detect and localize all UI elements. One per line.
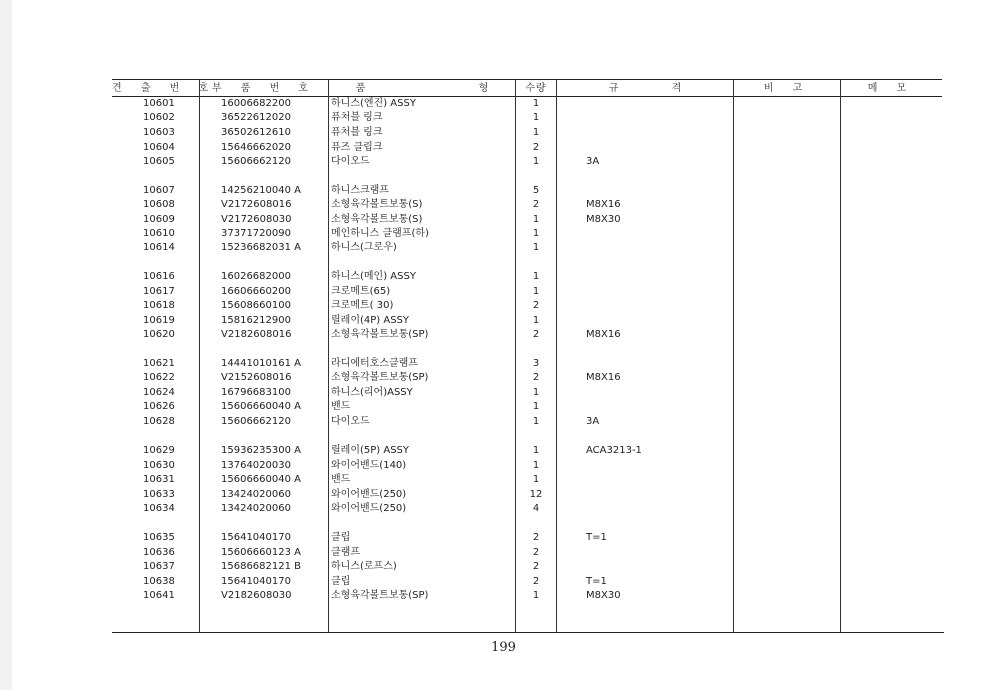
table-row [0, 227, 1007, 241]
item-number: 10610 [143, 228, 175, 239]
header-memo: 메 모 [867, 83, 915, 94]
table-row [0, 155, 1007, 169]
table-row [0, 531, 1007, 545]
part-name: 소형육각볼트보통(SP) [331, 590, 429, 601]
table-row [0, 473, 1007, 487]
part-name: 라디에터호스클램프 [331, 358, 418, 369]
header-part-name: 품 형 [355, 83, 489, 94]
header-part-no: 부 품 번 호 [211, 83, 317, 94]
quantity: 1 [532, 112, 540, 123]
table-row [0, 270, 1007, 284]
quantity: 2 [532, 532, 540, 543]
item-number: 10624 [143, 387, 175, 398]
quantity: 1 [532, 445, 540, 456]
item-number: 10637 [143, 561, 175, 572]
item-number: 10638 [143, 576, 175, 587]
part-name: 하니스(엔진) ASSY [331, 98, 416, 109]
part-number: 13424020060 [221, 503, 291, 514]
quantity: 2 [532, 300, 540, 311]
part-name: 소형육각볼트보통(S) [331, 214, 423, 225]
table-row [0, 111, 1007, 125]
page-number: 199 [491, 640, 516, 655]
item-number: 10635 [143, 532, 175, 543]
table-row [0, 357, 1007, 371]
part-number: 14256210040 A [221, 185, 302, 196]
item-number: 10628 [143, 416, 175, 427]
quantity: 2 [532, 547, 540, 558]
table-row [0, 444, 1007, 458]
quantity: 3 [532, 358, 540, 369]
part-number: 15606660040 A [221, 474, 302, 485]
part-number: 16006682200 [221, 98, 291, 109]
part-number: 15606660123 A [221, 547, 302, 558]
table-row [0, 371, 1007, 385]
header-remark: 비 고 [763, 83, 811, 94]
table-row [0, 546, 1007, 560]
item-number: 10616 [143, 271, 175, 282]
item-number: 10621 [143, 358, 175, 369]
item-number: 10636 [143, 547, 175, 558]
item-number: 10622 [143, 372, 175, 383]
table-row [0, 213, 1007, 227]
part-number: 15646662020 [221, 142, 291, 153]
part-name: 소형육각볼트보통(SP) [331, 372, 429, 383]
part-name: 클립 [331, 532, 351, 543]
item-number: 10618 [143, 300, 175, 311]
part-number: 36522612020 [221, 112, 291, 123]
part-number: 13424020060 [221, 489, 291, 500]
item-number: 10604 [143, 142, 175, 153]
part-name: 와이어밴드(250) [331, 489, 407, 500]
part-number: 15236682031 A [221, 242, 302, 253]
quantity: 2 [532, 372, 540, 383]
quantity: 12 [529, 489, 543, 500]
specification: T=1 [586, 576, 607, 587]
part-name: 크로메트( 30) [331, 300, 394, 311]
quantity: 1 [532, 156, 540, 167]
part-name: 크로메트(65) [331, 286, 391, 297]
quantity: 1 [532, 416, 540, 427]
part-number: 15641040170 [221, 532, 291, 543]
part-name: 소형육각볼트보통(SP) [331, 329, 429, 340]
specification: ACA3213-1 [586, 445, 642, 456]
table-row [0, 285, 1007, 299]
table-row [0, 415, 1007, 429]
part-number: 36502612610 [221, 127, 291, 138]
part-number: 16606660200 [221, 286, 291, 297]
part-name: 다이오드 [331, 416, 370, 427]
item-number: 10619 [143, 315, 175, 326]
part-number: V2152608016 [221, 372, 292, 383]
item-number: 10602 [143, 112, 175, 123]
part-number: 15608660100 [221, 300, 291, 311]
item-number: 10634 [143, 503, 175, 514]
item-number: 10607 [143, 185, 175, 196]
quantity: 1 [532, 460, 540, 471]
part-number: 15686682121 B [221, 561, 302, 572]
item-number: 10631 [143, 474, 175, 485]
table-row [0, 502, 1007, 516]
part-number: 15641040170 [221, 576, 291, 587]
quantity: 1 [532, 286, 540, 297]
part-name: 하니스(메인) ASSY [331, 271, 416, 282]
table-row [0, 126, 1007, 140]
item-number: 10620 [143, 329, 175, 340]
table-row [0, 328, 1007, 342]
quantity: 2 [532, 199, 540, 210]
part-number: 15606662120 [221, 156, 291, 167]
part-number: V2182608016 [221, 329, 292, 340]
part-number: V2172608016 [221, 199, 292, 210]
table-row [0, 400, 1007, 414]
part-number: 15606660040 A [221, 401, 302, 412]
quantity: 2 [532, 561, 540, 572]
quantity: 1 [532, 590, 540, 601]
item-number: 10626 [143, 401, 175, 412]
specification: 3A [586, 416, 600, 427]
table-row [0, 141, 1007, 155]
quantity: 1 [532, 315, 540, 326]
quantity: 1 [532, 214, 540, 225]
item-number: 10601 [143, 98, 175, 109]
part-number: 15816212900 [221, 315, 291, 326]
part-name: 릴레이(4P) ASSY [331, 315, 409, 326]
table-row [0, 184, 1007, 198]
item-number: 10608 [143, 199, 175, 210]
quantity: 1 [532, 98, 540, 109]
quantity: 1 [532, 271, 540, 282]
table-row [0, 560, 1007, 574]
part-name: 릴레이(5P) ASSY [331, 445, 409, 456]
part-number: 15606662120 [221, 416, 291, 427]
part-name: 와이어밴드(140) [331, 460, 407, 471]
item-number: 10605 [143, 156, 175, 167]
quantity: 2 [532, 576, 540, 587]
part-name: 와이어밴드(250) [331, 503, 407, 514]
part-name: 하니스(로프스) [331, 561, 397, 572]
item-number: 10603 [143, 127, 175, 138]
table-row [0, 488, 1007, 502]
table-row [0, 198, 1007, 212]
part-name: 밴드 [331, 401, 351, 412]
part-name: 메인하니스 클램프(하) [331, 228, 429, 239]
part-name: 클램프 [331, 547, 360, 558]
item-number: 10641 [143, 590, 175, 601]
quantity: 4 [532, 503, 540, 514]
quantity: 1 [532, 127, 540, 138]
part-name: 소형육각볼트보통(S) [331, 199, 423, 210]
part-name: 밴드 [331, 474, 351, 485]
table-bottom-rule [112, 632, 944, 633]
specification: M8X16 [586, 199, 621, 210]
part-name: 퓨처블 링크 [331, 112, 383, 123]
item-number: 10629 [143, 445, 175, 456]
quantity: 1 [532, 228, 540, 239]
quantity: 2 [532, 329, 540, 340]
item-number: 10617 [143, 286, 175, 297]
part-name: 하니스(그로우) [331, 242, 397, 253]
part-number: 15936235300 A [221, 445, 302, 456]
item-number: 10630 [143, 460, 175, 471]
table-row [0, 386, 1007, 400]
part-name: 다이오드 [331, 156, 370, 167]
part-number: V2172608030 [221, 214, 292, 225]
table-row [0, 575, 1007, 589]
specification: T=1 [586, 532, 607, 543]
item-number: 10609 [143, 214, 175, 225]
quantity: 5 [532, 185, 540, 196]
part-name: 퓨처블 링크 [331, 127, 383, 138]
item-number: 10633 [143, 489, 175, 500]
part-name: 퓨즈 클립크 [331, 142, 383, 153]
part-number: V2182608030 [221, 590, 292, 601]
quantity: 2 [532, 142, 540, 153]
header-spec: 규 격 [608, 83, 682, 94]
part-number: 16026682000 [221, 271, 291, 282]
item-number: 10614 [143, 242, 175, 253]
table-row [0, 241, 1007, 255]
table-row [0, 459, 1007, 473]
quantity: 1 [532, 242, 540, 253]
table-top-rule [112, 79, 942, 80]
header-item-no: 견 출 번 호 [112, 83, 217, 94]
part-number: 14441010161 A [221, 358, 302, 369]
part-name: 클립 [331, 576, 351, 587]
part-number: 13764020030 [221, 460, 291, 471]
quantity: 1 [532, 474, 540, 485]
table-row [0, 97, 1007, 111]
part-name: 하니스(리어)ASSY [331, 387, 413, 398]
table-row [0, 589, 1007, 603]
header-quantity: 수량 [525, 83, 547, 94]
quantity: 1 [532, 387, 540, 398]
quantity: 1 [532, 401, 540, 412]
specification: M8X30 [586, 590, 621, 601]
part-number: 37371720090 [221, 228, 291, 239]
table-row [0, 314, 1007, 328]
part-number: 16796683100 [221, 387, 291, 398]
specification: M8X30 [586, 214, 621, 225]
specification: 3A [586, 156, 600, 167]
specification: M8X16 [586, 372, 621, 383]
specification: M8X16 [586, 329, 621, 340]
table-row [0, 299, 1007, 313]
part-name: 하니스크램프 [331, 185, 389, 196]
